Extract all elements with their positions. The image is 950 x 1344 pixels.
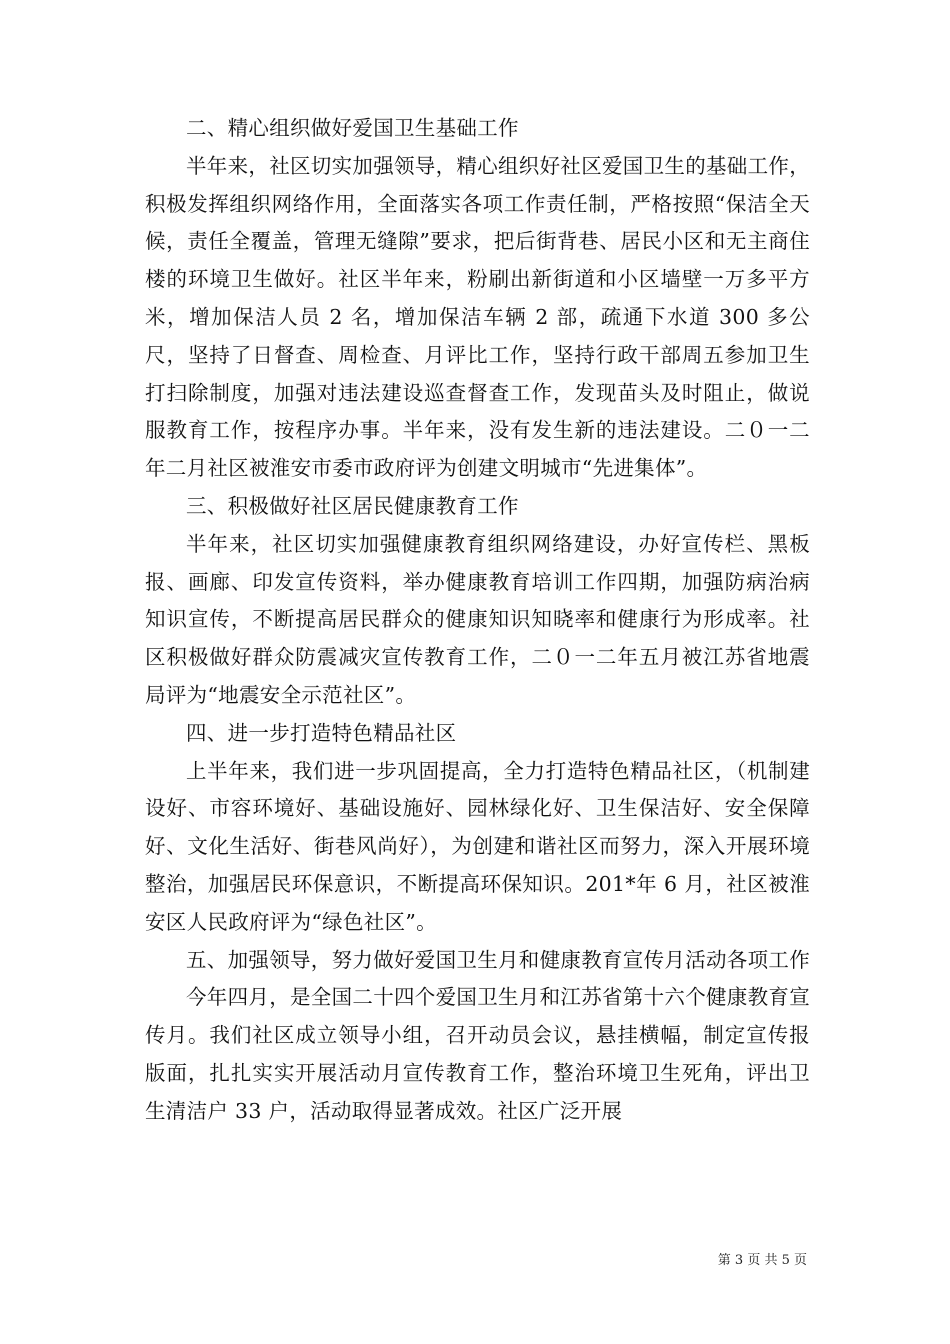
section-paragraph: 半年来，社区切实加强健康教育组织网络建设，办好宣传栏、黑板报、画廊、印发宣传资料，举办健康教育培训工作四期，加强防病治病知识宣传，不断提高居民群众的健康知识知晓率和健康行为形成率。社区积极做好群众防震减灾宣传教育工作，二０一二年五月被江苏省地震局评为“地震安全示范社区”。	[145, 531, 810, 707]
section-heading: 四、进一步打造特色精品社区	[186, 720, 457, 745]
section-paragraph: 上半年来，我们进一步巩固提高，全力打造特色精品社区，（机制建设好、市容环境好、基础设施好、园林绿化好、卫生保洁好、安全保障好、文化生活好、街巷风尚好），为创建和谐社区而努力，深入开展环境整治，加强居民环保意识，不断提高环保知识。201*年 6 月，社区被淮安区人民政府评为“绿色社区”。	[145, 758, 810, 934]
document-body	[145, 110, 810, 1131]
section-paragraph: 半年来，社区切实加强领导，精心组织好社区爱国卫生的基础工作，积极发挥组织网络作用，全面落实各项工作责任制，严格按照“保洁全天候，责任全覆盖，管理无缝隙”要求，把后街背巷、居民小区和无主商住楼的环境卫生做好。社区半年来，粉刷出新街道和小区墙壁一万多平方米，增加保洁人员 2 名，增加保洁车辆 2 部，疏通下水道 300 多公尺，坚持了日督查、周检查、月评比工作，坚持行政干部周五参加卫生打扫除制度，加强对违法建设巡查督查工作，发现苗头及时阻止，做说服教育工作，按程序办事。半年来，没有发生新的违法建设。二０一二年二月社区被淮安市委市政府评为创建文明城市“先进集体”。	[145, 153, 810, 481]
section-heading: 三、积极做好社区居民健康教育工作	[186, 493, 519, 518]
section-paragraph: 今年四月，是全国二十四个爱国卫生月和江苏省第十六个健康教育宣传月。我们社区成立领导小组，召开动员会议，悬挂横幅，制定宣传报版面，扎扎实实开展活动月宣传教育工作，整治环境卫生死角，评出卫生清洁户 33 户，活动取得显著成效。社区广泛开展	[145, 985, 810, 1123]
section-heading: 五、加强领导，努力做好爱国卫生月和健康教育宣传月活动各项工作	[186, 947, 810, 972]
page-number: 第 3 页 共 5 页	[717, 1253, 807, 1268]
section-heading: 二、精心组织做好爱国卫生基础工作	[186, 116, 519, 140]
